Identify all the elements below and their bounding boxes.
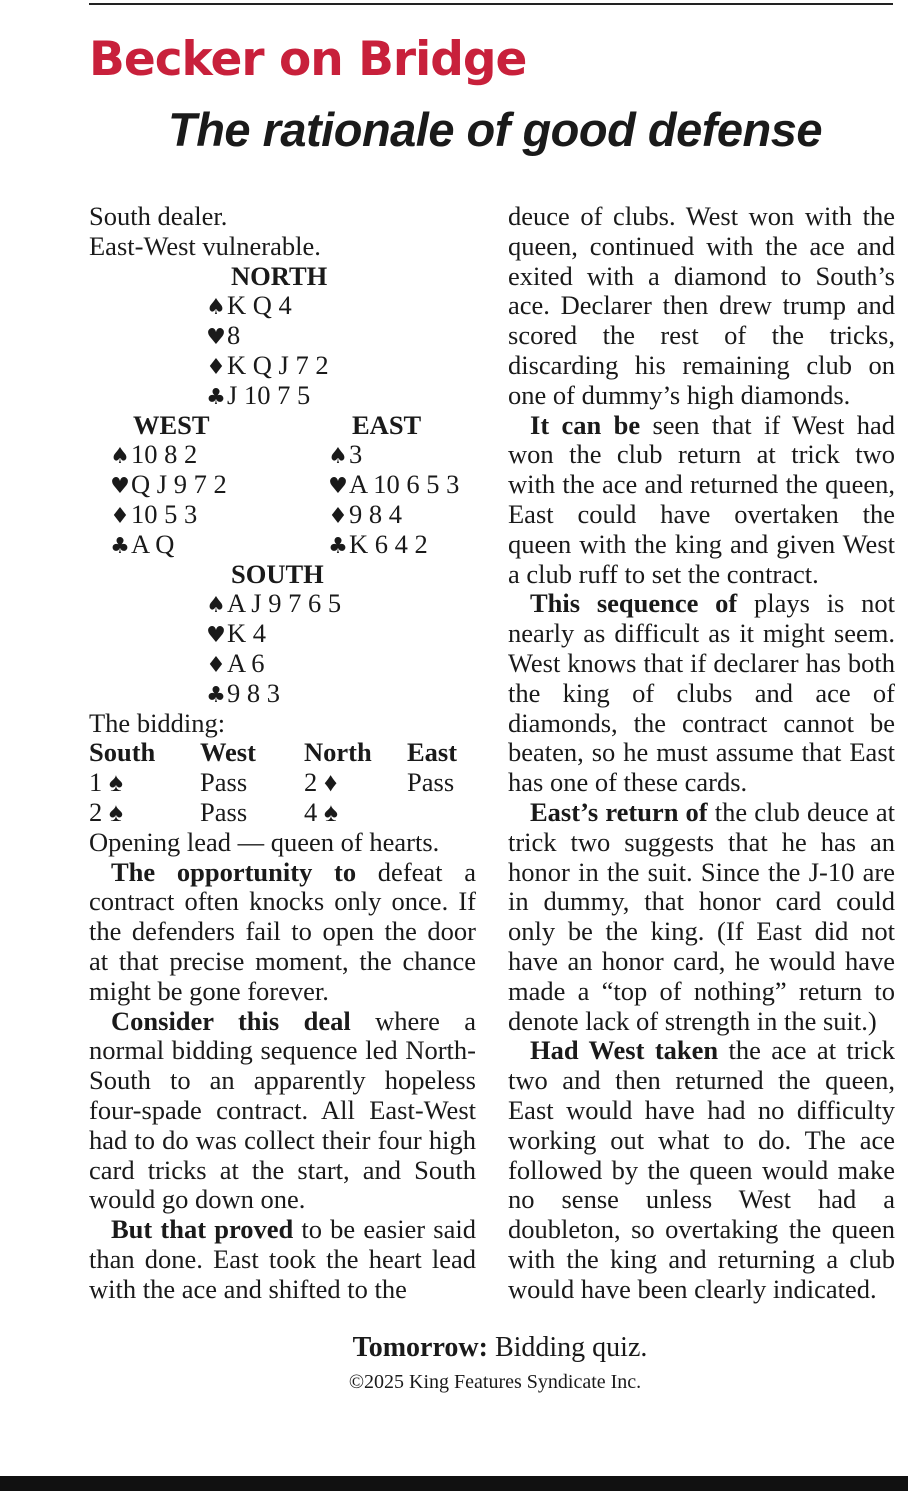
- bid-cell: 2 ♦: [304, 767, 338, 798]
- paragraph-text: the ace at trick two and then returned the queen, East would have had no difficulty working out what to do. The ace followed by the queen would make no sense unless West had a doubleton, so overtaking the queen with the king and returning a club would have been clearly indicated.: [508, 1035, 895, 1304]
- bid-cell: Pass: [407, 767, 455, 798]
- north-diamonds-row: [89, 351, 476, 381]
- bid-cell: 2 ♠: [89, 796, 123, 827]
- paragraph-lead: Consider this deal: [111, 1005, 351, 1036]
- bidding-header-south: South: [89, 737, 156, 768]
- body-paragraph: [89, 1007, 476, 1216]
- north-clubs-row: [89, 381, 476, 411]
- paragraph-lead: East’s return of: [530, 796, 708, 827]
- body-paragraph: [508, 798, 895, 1036]
- bidding-header-east: East: [407, 737, 458, 768]
- south-spades: A J 9 7 6 5: [227, 588, 342, 619]
- south-diamonds-row: [89, 649, 476, 679]
- bid-cell: Pass: [200, 767, 248, 798]
- south-clubs-row: [89, 679, 476, 709]
- south-diamonds: A 6: [227, 647, 265, 678]
- west-spades: 10 8 2: [131, 439, 198, 470]
- body-paragraph: [89, 858, 476, 1007]
- west-diamonds: 10 5 3: [131, 498, 198, 529]
- bidding-header-row: [89, 738, 476, 768]
- club-icon: ♣: [110, 533, 130, 559]
- west-label: WEST: [133, 409, 210, 440]
- north-clubs: J 10 7 5: [227, 379, 311, 410]
- copyright-line: ©2025 King Features Syndicate Inc.: [348, 1371, 642, 1393]
- south-label-row: [89, 560, 476, 590]
- west-hearts: Q J 9 7 2: [131, 469, 227, 500]
- paragraph-text: seen that if West had won the club return at trick two with the ace and returned the queen, East could have overtaken the queen with the king and given West a club ruff to set the contract.: [508, 409, 896, 589]
- tomorrow-text: Bidding quiz.: [487, 1332, 648, 1363]
- west-east-label-row: [89, 411, 476, 441]
- south-label: SOUTH: [231, 558, 324, 589]
- heart-icon: ♥: [328, 474, 348, 500]
- bidding-label: The bidding:: [89, 707, 226, 738]
- bid-cell: 1 ♠: [89, 767, 123, 798]
- bidding-header-west: West: [200, 737, 256, 768]
- south-clubs: 9 8 3: [227, 677, 280, 708]
- heart-icon: ♥: [110, 474, 130, 500]
- paragraph-lead: This sequence of: [530, 588, 738, 619]
- east-hearts: A 10 6 5 3: [349, 469, 460, 500]
- heart-icon: ♥: [206, 325, 226, 351]
- north-hearts: 8: [227, 320, 241, 351]
- continued-paragraph: deuce of clubs. West won with the queen, continued with the ace and exited with a diamond to South’s ace. Declarer then drew trump and scored the rest of the tricks, discarding his remaining club on one of dummy’s high diamonds.: [508, 201, 895, 410]
- diamond-icon: ♦: [206, 354, 226, 380]
- right-column: [508, 202, 895, 1304]
- spade-icon: ♠: [206, 295, 226, 321]
- body-paragraph: [508, 589, 895, 798]
- west-east-clubs-row: [89, 530, 476, 560]
- east-diamonds: 9 8 4: [349, 498, 402, 529]
- dealer-line: South dealer.: [89, 201, 228, 231]
- paragraph-text: defeat a contract often knocks only once. If the defenders fail to open the door at that precise moment, the chance might be gone forever.: [89, 856, 476, 1006]
- top-rule: [89, 3, 893, 5]
- north-diamonds: K Q J 7 2: [227, 349, 329, 380]
- bidding-row: [89, 768, 476, 798]
- bid-cell: 4 ♠: [304, 796, 338, 827]
- west-east-spades-row: [89, 440, 476, 470]
- spade-icon: ♠: [328, 444, 348, 470]
- heart-icon: ♥: [206, 623, 226, 649]
- paragraph-lead: The opportunity to: [111, 856, 357, 887]
- paragraph-text: to be easier said than done. East took the heart lead with the ace and shifted to the: [89, 1214, 476, 1304]
- opening-lead: Opening lead — queen of hearts.: [89, 826, 440, 857]
- west-east-hearts-row: [89, 470, 476, 500]
- vulnerability-line: East-West vulnerable.: [89, 230, 321, 261]
- west-east-diamonds-row: [89, 500, 476, 530]
- paragraph-text: plays is not nearly as difficult as it might seem. West knows that if declarer has both the king of clubs and ace of diamonds, the contract cannot be beaten, so he must assume that East has one of these cards.: [508, 588, 895, 798]
- bidding-header-north: North: [304, 737, 372, 768]
- tomorrow-teaser: [0, 1332, 908, 1364]
- column-brand-title: Becker on Bridge: [89, 32, 527, 87]
- article-headline: The rationale of good defense: [167, 103, 822, 156]
- bottom-bar: [0, 1476, 908, 1491]
- east-label: EAST: [352, 409, 422, 440]
- north-hearts-row: [89, 321, 476, 351]
- south-hearts: K 4: [227, 618, 267, 649]
- west-clubs: A Q: [131, 528, 175, 559]
- left-column: [89, 202, 476, 1304]
- club-icon: ♣: [206, 384, 226, 410]
- diamond-icon: ♦: [110, 503, 130, 529]
- spade-icon: ♠: [206, 593, 226, 619]
- club-icon: ♣: [328, 533, 348, 559]
- south-hearts-row: [89, 619, 476, 649]
- bid-cell: Pass: [200, 796, 248, 827]
- east-clubs: K 6 4 2: [349, 528, 428, 559]
- north-label: NORTH: [231, 260, 328, 291]
- body-paragraph: [508, 411, 895, 590]
- south-spades-row: [89, 589, 476, 619]
- spade-icon: ♠: [110, 444, 130, 470]
- paragraph-lead: It can be: [530, 409, 641, 440]
- body-paragraph: [508, 1036, 895, 1304]
- paragraph-lead: But that proved: [111, 1214, 294, 1245]
- diamond-icon: ♦: [206, 652, 226, 678]
- bidding-row: [89, 798, 476, 828]
- east-spades: 3: [349, 439, 363, 470]
- north-spades: K Q 4: [227, 290, 292, 321]
- club-icon: ♣: [206, 682, 226, 708]
- paragraph-text: the club deuce at trick two suggests that he has an honor in the suit. Since the J-10 are in dummy, that honor card could only be the king. (If East did not have an honor card, he would have made a “top of nothing” return to denote lack of strength in the suit.): [508, 796, 895, 1036]
- diamond-icon: ♦: [328, 503, 348, 529]
- paragraph-text: where a normal bidding sequence led North-South to an apparently hopeless four-spade contract. All East-West had to do was collect their four high card tricks at the start, and South would go down one.: [89, 1005, 476, 1215]
- paragraph-lead: Had West taken: [530, 1035, 719, 1066]
- tomorrow-label: Tomorrow:: [352, 1332, 488, 1363]
- north-spades-row: [89, 291, 476, 321]
- body-paragraph: [89, 1215, 476, 1304]
- north-label-row: [89, 262, 476, 292]
